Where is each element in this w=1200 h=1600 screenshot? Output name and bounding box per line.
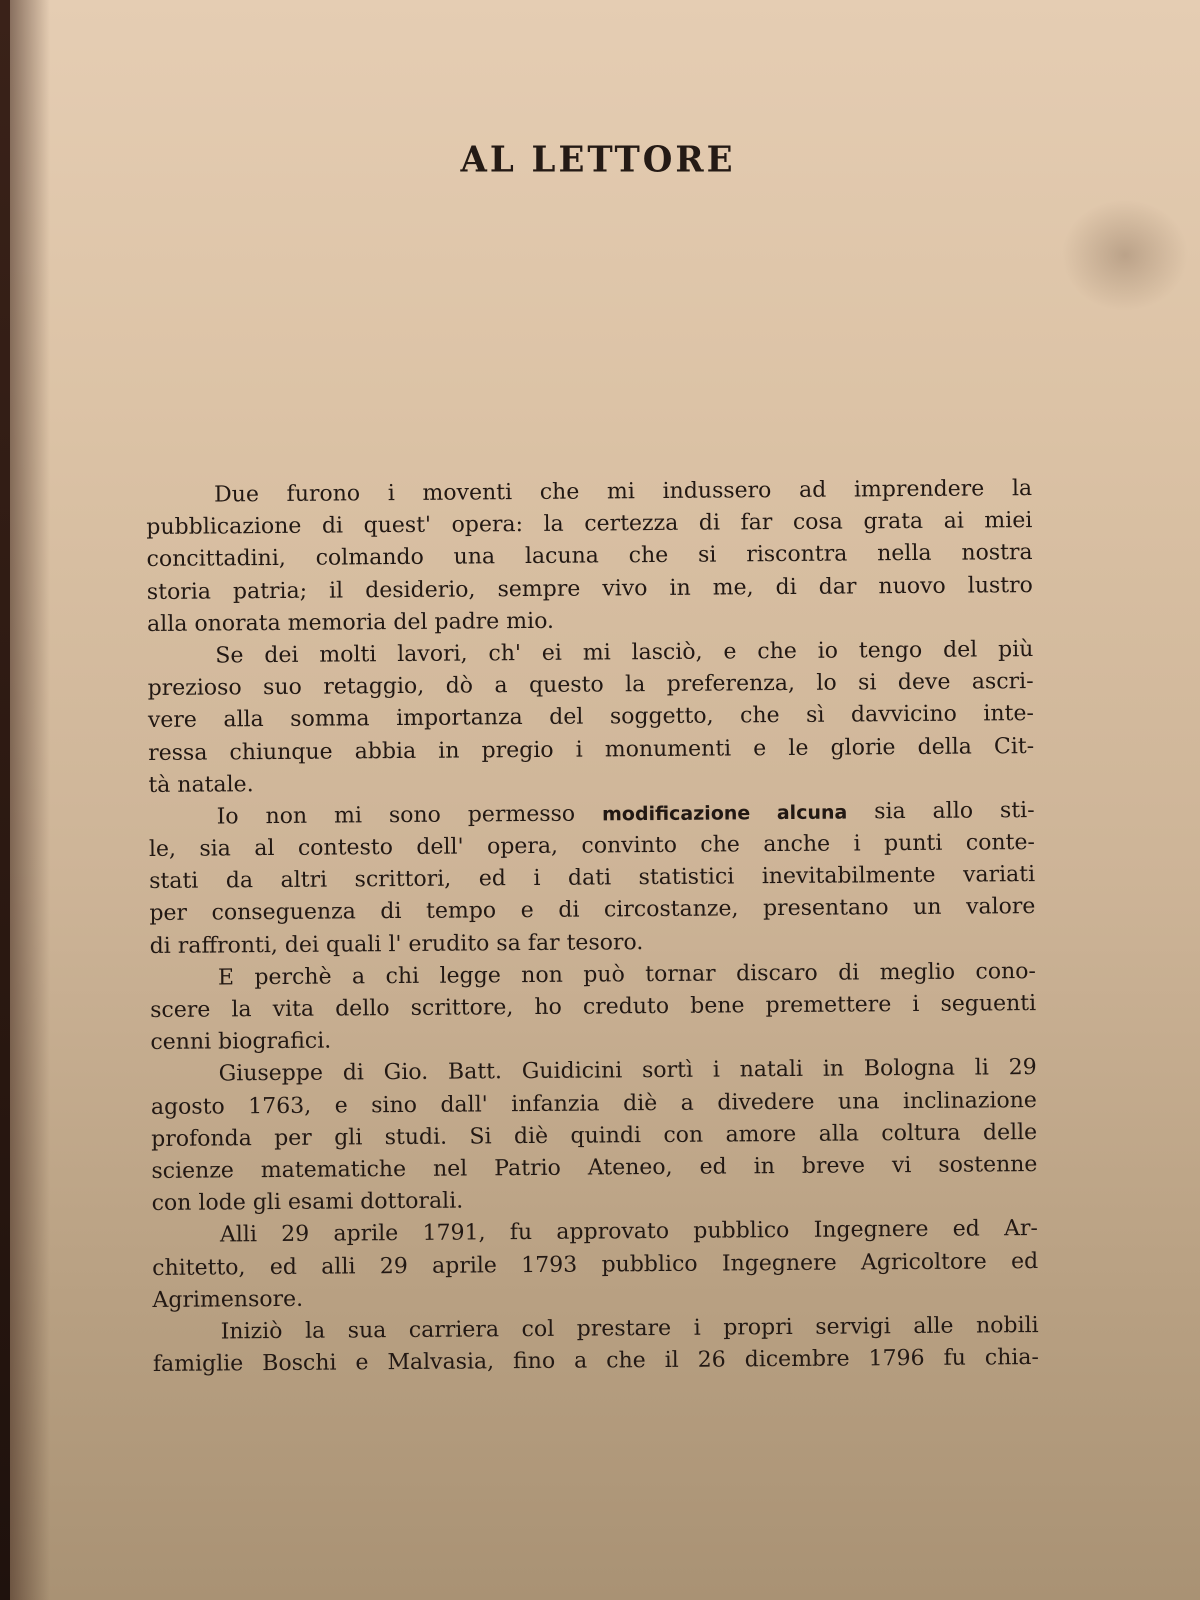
text-line: Iniziò la sua carriera col prestare i propri servigi alle nobili <box>220 1312 1039 1345</box>
text-line: chitetto, ed alli 29 aprile 1793 pubblico Ingegnere Agricoltore ed <box>152 1248 1039 1281</box>
text-line: concittadini, colmando una lacuna che si riscontra nella nostra <box>146 540 1033 573</box>
text-segment: sia allo sti- <box>874 797 1035 825</box>
text-line: alla onorata memoria del padre mio. <box>147 608 555 637</box>
text-line: per conseguenza di tempo e di circostanze, presentano un valore <box>149 894 1036 927</box>
paragraph-5 <box>151 1052 1038 1220</box>
paragraph-6 <box>152 1213 1039 1317</box>
text-line: profonda per gli studi. Si diè quindi con amore alla coltura delle <box>151 1119 1038 1152</box>
text-line: prezioso suo retaggio, dò a questo la preferenza, lo si deve ascri- <box>147 669 1034 702</box>
paragraph-1 <box>146 473 1033 641</box>
text-line: stati da altri scrittori, ed i dati statistici inevitabilmente variati <box>149 862 1036 895</box>
paragraph-7 <box>153 1310 1039 1381</box>
text-line: di raffronti, dei quali l' erudito sa far tesoro. <box>149 929 644 959</box>
paragraph-4 <box>150 956 1037 1060</box>
text-line: scienze matematiche nel Patrio Ateneo, ed in breve vi sostenne <box>151 1151 1038 1184</box>
page-title: AL LETTORE <box>460 139 736 181</box>
text-line: cenni biografici. <box>150 1028 332 1056</box>
text-line: le, sia al contesto dell' opera, convinto che anche i punti conte- <box>148 830 1035 863</box>
text-line: Due furono i moventi che mi indussero ad imprendere la <box>214 476 1033 508</box>
emphasized-text: modificazione alcuna <box>601 801 848 826</box>
text-line: E perchè a chi legge non può tornar discaro di meglio cono- <box>217 958 1036 991</box>
paragraph-2 <box>147 634 1034 802</box>
text-line: vere alla somma importanza del soggetto, che sì davvicino inte- <box>147 701 1034 734</box>
text-line: agosto 1763, e sino dall' infanzia diè a divedere una inclinazione <box>150 1087 1037 1120</box>
text-line: tà natale. <box>148 771 254 798</box>
text-line: Giuseppe di Gio. Batt. Guidicini sortì i natali in Bologna li 29 <box>218 1055 1037 1087</box>
text-segment: Io non mi sono permesso <box>216 801 576 830</box>
text-line: Agrimensore. <box>152 1286 304 1313</box>
body-text <box>146 473 1039 1381</box>
text-line: Se dei molti lavori, ch' ei mi lasciò, e che io tengo del più <box>215 636 1034 669</box>
paragraph-3 <box>149 795 1036 963</box>
text-line: Alli 29 aprile 1791, fu approvato pubblico Ingegnere ed Ar- <box>219 1216 1039 1248</box>
text-line: storia patria; il desiderio, sempre vivo in me, di dar nuovo lustro <box>146 572 1033 605</box>
text-line: pubblicazione di quest' opera: la certezza di far cosa grata ai miei <box>146 508 1033 541</box>
text-line: ressa chiunque abbia in pregio i monumenti e le glorie della Cit- <box>148 733 1035 766</box>
book-page <box>10 0 1200 1600</box>
text-line: famiglie Boschi e Malvasia, fino a che il 26 dicembre 1796 fu chia- <box>152 1345 1040 1378</box>
text-line: scere la vita dello scrittore, ho creduto bene premettere i seguenti <box>150 991 1037 1023</box>
text-line: con lode gli esami dottorali. <box>151 1188 464 1217</box>
